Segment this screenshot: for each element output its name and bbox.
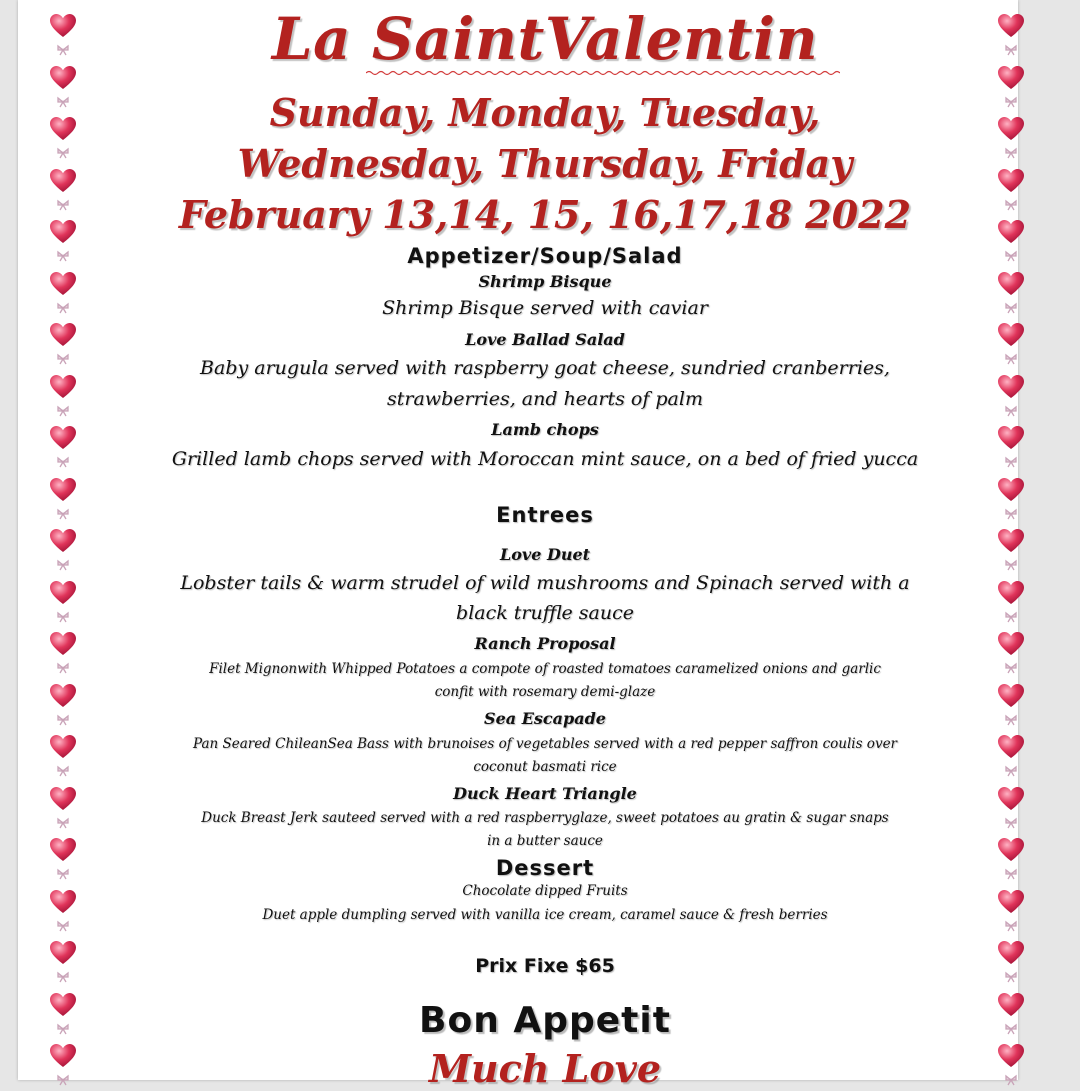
heart-icon — [50, 838, 76, 862]
ribbon-bow-icon — [1005, 865, 1017, 877]
heart-icon — [998, 169, 1024, 193]
dish-name: Sea Escapade — [484, 709, 606, 728]
heart-icon — [50, 735, 76, 759]
ribbon-bow-icon — [57, 556, 69, 568]
ribbon-bow-icon — [1005, 917, 1017, 929]
left-heart-border — [48, 0, 78, 1080]
dish-name: Ranch Proposal — [474, 634, 616, 653]
dish-description: Baby arugula served with raspberry goat cheese, sundried cranberries, — [200, 357, 890, 379]
prix-fixe-price: Prix Fixe $65 — [475, 955, 615, 977]
days-line-2: Wednesday, Thursday, Friday — [237, 141, 853, 186]
dish-name: Love Ballad Salad — [465, 330, 625, 349]
ribbon-bow-icon — [57, 865, 69, 877]
dish-description: Filet Mignonwith Whipped Potatoes a compote of roasted tomatoes caramelized onions and garlic — [209, 661, 881, 677]
menu-title: La SaintValentin — [271, 5, 819, 73]
ribbon-bow-icon — [57, 1020, 69, 1032]
ribbon-bow-icon — [57, 711, 69, 723]
ribbon-bow-icon — [1005, 196, 1017, 208]
dish-description: in a butter sauce — [487, 833, 603, 849]
ribbon-bow-icon — [57, 247, 69, 259]
ribbon-bow-icon — [1005, 402, 1017, 414]
dish-description: Shrimp Bisque served with caviar — [382, 297, 708, 319]
right-heart-border — [996, 0, 1026, 1080]
ribbon-bow-icon — [1005, 299, 1017, 311]
ribbon-bow-icon — [1005, 1020, 1017, 1032]
heart-icon — [50, 787, 76, 811]
heart-icon — [998, 478, 1024, 502]
ribbon-bow-icon — [57, 659, 69, 671]
much-love-signoff: Much Love — [428, 1046, 661, 1091]
ribbon-bow-icon — [57, 505, 69, 517]
ribbon-bow-icon — [57, 968, 69, 980]
ribbon-bow-icon — [1005, 41, 1017, 53]
heart-icon — [998, 1044, 1024, 1068]
heart-icon — [50, 14, 76, 38]
heart-icon — [998, 581, 1024, 605]
heart-icon — [50, 169, 76, 193]
bon-appetit: Bon Appetit — [419, 1000, 671, 1041]
dessert-item: Duet apple dumpling served with vanilla ice cream, caramel sauce & fresh berries — [262, 907, 828, 923]
entrees-heading: Entrees — [496, 503, 594, 527]
heart-icon — [50, 890, 76, 914]
heart-icon — [50, 272, 76, 296]
heart-icon — [50, 66, 76, 90]
heart-icon — [998, 735, 1024, 759]
dish-description: Grilled lamb chops served with Moroccan mint sauce, on a bed of fried yucca — [171, 448, 919, 470]
heart-icon — [998, 684, 1024, 708]
ribbon-bow-icon — [1005, 1071, 1017, 1083]
ribbon-bow-icon — [1005, 93, 1017, 105]
heart-icon — [50, 375, 76, 399]
dish-description: Pan Seared ChileanSea Bass with brunoises of vegetables served with a red pepper saffron coulis over — [192, 736, 898, 752]
heart-icon — [50, 220, 76, 244]
dish-description: strawberries, and hearts of palm — [387, 388, 703, 410]
ribbon-bow-icon — [1005, 814, 1017, 826]
dish-name: Duck Heart Triangle — [453, 784, 637, 803]
ribbon-bow-icon — [1005, 608, 1017, 620]
ribbon-bow-icon — [57, 144, 69, 156]
dish-name: Love Duet — [499, 545, 591, 564]
dessert-item: Chocolate dipped Fruits — [462, 883, 628, 899]
dish-description: coconut basmati rice — [473, 759, 617, 775]
heart-icon — [998, 66, 1024, 90]
heart-icon — [50, 323, 76, 347]
heart-icon — [998, 14, 1024, 38]
heart-icon — [50, 941, 76, 965]
ribbon-bow-icon — [57, 299, 69, 311]
heart-icon — [998, 890, 1024, 914]
appetizer-heading: Appetizer/Soup/Salad — [407, 244, 683, 268]
event-dates: February 13,14, 15, 16,17,18 2022 — [178, 192, 912, 237]
ribbon-bow-icon — [1005, 453, 1017, 465]
ribbon-bow-icon — [1005, 968, 1017, 980]
heart-icon — [998, 117, 1024, 141]
heart-icon — [998, 787, 1024, 811]
heart-icon — [998, 941, 1024, 965]
ribbon-bow-icon — [1005, 762, 1017, 774]
ribbon-bow-icon — [57, 814, 69, 826]
heart-icon — [50, 632, 76, 656]
ribbon-bow-icon — [1005, 350, 1017, 362]
heart-icon — [998, 426, 1024, 450]
heart-icon — [50, 117, 76, 141]
heart-icon — [998, 632, 1024, 656]
heart-icon — [50, 993, 76, 1017]
ribbon-bow-icon — [57, 402, 69, 414]
spellcheck-underline — [366, 70, 840, 76]
heart-icon — [998, 993, 1024, 1017]
heart-icon — [998, 220, 1024, 244]
ribbon-bow-icon — [57, 350, 69, 362]
heart-icon — [998, 323, 1024, 347]
dish-description: confit with rosemary demi-glaze — [434, 684, 656, 700]
ribbon-bow-icon — [57, 196, 69, 208]
ribbon-bow-icon — [1005, 711, 1017, 723]
ribbon-bow-icon — [1005, 144, 1017, 156]
ribbon-bow-icon — [57, 917, 69, 929]
ribbon-bow-icon — [1005, 556, 1017, 568]
dish-description: Duck Breast Jerk sauteed served with a red raspberryglaze, sweet potatoes au gratin & sugar snaps — [201, 810, 889, 826]
dessert-heading: Dessert — [495, 856, 595, 880]
heart-icon — [50, 684, 76, 708]
ribbon-bow-icon — [57, 762, 69, 774]
ribbon-bow-icon — [57, 1071, 69, 1083]
ribbon-bow-icon — [57, 93, 69, 105]
heart-icon — [50, 1044, 76, 1068]
dish-description: black truffle sauce — [456, 602, 634, 624]
ribbon-bow-icon — [57, 41, 69, 53]
heart-icon — [50, 478, 76, 502]
ribbon-bow-icon — [1005, 505, 1017, 517]
heart-icon — [50, 529, 76, 553]
heart-icon — [998, 375, 1024, 399]
dish-name: Shrimp Bisque — [478, 272, 612, 291]
ribbon-bow-icon — [1005, 247, 1017, 259]
ribbon-bow-icon — [57, 608, 69, 620]
dish-description: Lobster tails & warm strudel of wild mushrooms and Spinach served with a — [180, 572, 910, 594]
heart-icon — [998, 529, 1024, 553]
days-line-1: Sunday, Monday, Tuesday, — [269, 90, 821, 135]
ribbon-bow-icon — [1005, 659, 1017, 671]
menu-content — [100, 0, 990, 1091]
dish-name: Lamb chops — [491, 420, 599, 439]
heart-icon — [50, 581, 76, 605]
heart-icon — [998, 838, 1024, 862]
heart-icon — [50, 426, 76, 450]
ribbon-bow-icon — [57, 453, 69, 465]
heart-icon — [998, 272, 1024, 296]
